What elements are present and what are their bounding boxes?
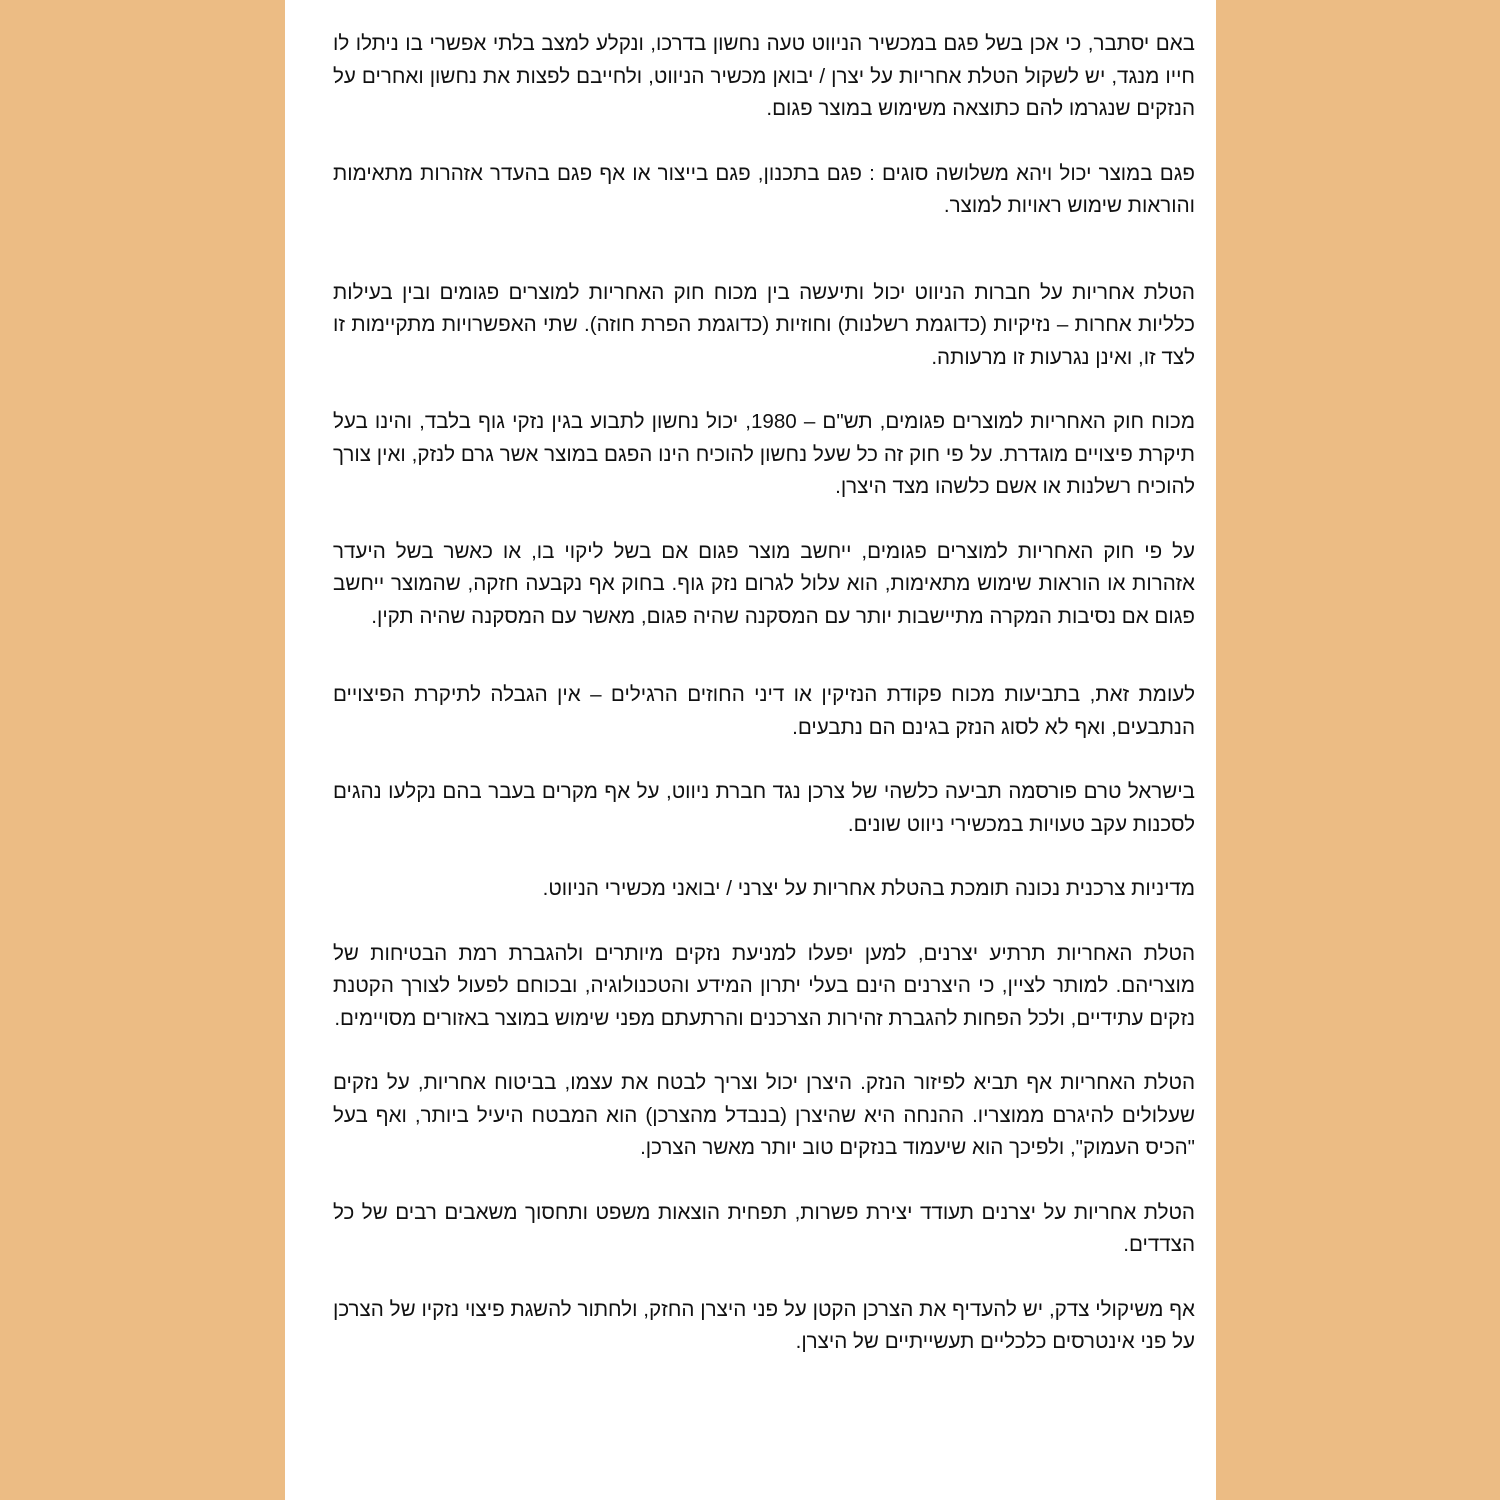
paragraph-4: מכוח חוק האחריות למוצרים פגומים, תש"ם – 1980, יכול נחשון לתבוע בגין נזקי גוף בלבד, והינו בעל תיקרת פיצויים מוגדרת. על פי חוק זה כל שעל נחשון להוכיח הינו הפגם במוצר אשר גרם לנזק, ואין צורך להוכיח רשלנות או אשם כלשהו מצד היצרן. — [333, 410, 1195, 498]
paragraph-10: הטלת האחריות אף תביא לפיזור הנזק. היצרן יכול וצריך לבטח את עצמו, בביטוח אחריות, על נזקים שעלולים להיגרם ממוצריו. ההנחה היא שהיצרן (בנבדל מהצרכן) הוא המבטח היעיל ביותר, ואף בעל "הכיס העמוק", ולפיכך הוא שיעמוד בנזקים טוב יותר מאשר הצרכן. — [333, 1071, 1195, 1159]
paragraph-9: הטלת האחריות תרתיע יצרנים, למען יפעלו למניעת נזקים מיותרים ולהגברת רמת הבטיחות של מוצריהם. למותר לציין, כי היצרנים הינם בעלי יתרון המידע והטכנולוגיה, ובכוחם לפעול לצורך הקטנת נזקים עתידיים, ולכל הפחות להגברת זהירות הצרכנים והרתעתם מפני שימוש במוצר באזורים מסויימים. — [333, 941, 1195, 1030]
paragraph-1: באם יסתבר, כי אכן בשל פגם במכשיר הניווט טעה נחשון בדרכו, ונקלע למצב בלתי אפשרי בו ניתלו לו חייו מנגד, יש לשקול הטלת אחריות על יצרן / יבואן מכשיר הניווט, ולחייבם לפצות את נחשון ואחרים על הנזקים שנגרמו להם כתוצאה משימוש במוצר פגום. — [333, 32, 1195, 120]
document-body — [333, 28, 1195, 1359]
paragraph-8: מדיניות צרכנית נכונה תומכת בהטלת אחריות על יצרני / יבואני מכשירי הניווט. — [542, 877, 1195, 900]
document-page — [285, 0, 1216, 1500]
paragraph-11: הטלת אחריות על יצרנים תעודד יצירת פשרות, תפחית הוצאות משפט ותחסוך משאבים רבים של כל הצדדים. — [333, 1200, 1195, 1256]
paragraph-7: בישראל טרם פורסמה תביעה כלשהי של צרכן נגד חברת ניווט, על אף מקרים בעבר בהם נקלעו נהגים לסכנות עקב טעויות במכשירי ניווט שונים. — [333, 780, 1195, 836]
paragraph-2: פגם במוצר יכול ויהא משלושה סוגים : פגם בתכנון, פגם בייצור או אף פגם בהעדר אזהרות מתאימות והוראות שימוש ראויות למוצר. — [333, 161, 1195, 217]
paragraph-6: לעומת זאת, בתביעות מכוח פקודת הנזיקין או דיני החוזים הרגילים – אין הגבלה לתיקרת הפיצויים הנתבעים, ואף לא לסוג הנזק בגינם הם נתבעים. — [333, 683, 1195, 739]
paragraph-12: אף משיקולי צדק, יש להעדיף את הצרכן הקטן על פני היצרן החזק, ולחתור להשגת פיצוי נזקיו של הצרכן על פני אינטרסים כלכליים תעשייתיים של היצרן. — [333, 1297, 1195, 1353]
paragraph-3: הטלת אחריות על חברות הניווט יכול ותיעשה בין מכוח חוק האחריות למוצרים פגומים ובין בעילות כלליות אחרות – נזיקיות (כדוגמת רשלנות) וחוזיות (כדוגמת הפרת חוזה). שתי האפשרויות מתקיימות זו לצד זו, ואינן נגרעות זו מרעותה. — [333, 280, 1195, 369]
paragraph-5: על פי חוק האחריות למוצרים פגומים, ייחשב מוצר פגום אם בשל ליקוי בו, או כאשר בשל היעדר אזהרות או הוראות שימוש מתאימות, הוא עלול לגרום נזק גוף. בחוק אף נקבעה חזקה, שהמוצר ייחשב פגום אם נסיבות המקרה מתיישבות יותר עם המסקנה שהיה פגום, מאשר עם המסקנה שהיה תקין. — [333, 539, 1195, 628]
